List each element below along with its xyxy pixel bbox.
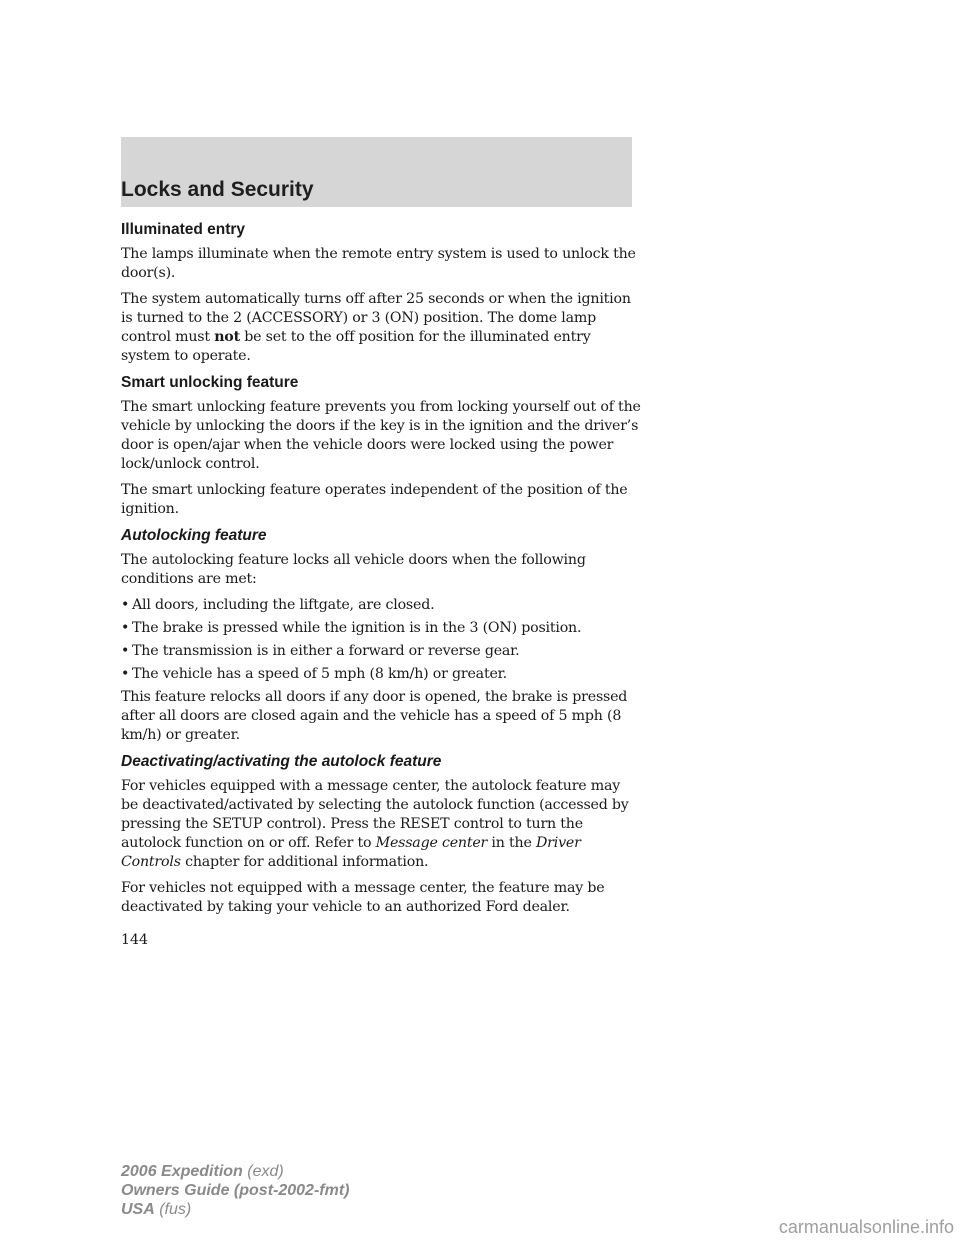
heading-smart-unlocking: Smart unlocking feature	[121, 374, 299, 391]
paragraph-autolock-intro: The autolocking feature locks all vehicle doors when the following conditions are met:	[121, 552, 586, 587]
footer-line-3	[121, 1200, 349, 1219]
paragraph-autolock-relock: This feature relocks all doors if any door is opened, the brake is pressed after all doors are closed again and the vehicle has a speed of 5 mph (8 km/h) or greater.	[121, 689, 628, 743]
paragraph-illuminated-1: The lamps illuminate when the remote entry system is used to unlock the door(s).	[121, 246, 636, 281]
text-span: The system automatically turns off after 25 seconds or when the ignition is turned to the 2 (ACCESSORY) or 3 (ON) position. The dome lamp control must	[121, 291, 631, 345]
heading-deactivating-autolock: Deactivating/activating the autolock feature	[121, 753, 442, 770]
page-number: 144	[121, 932, 149, 948]
paragraph-smart-2: The smart unlocking feature operates independent of the position of the ignition.	[121, 482, 628, 517]
bullet-icon: •	[121, 643, 130, 659]
bullet-icon: •	[121, 597, 130, 613]
page-body	[121, 220, 641, 924]
emphasis-not: not	[214, 329, 240, 345]
text-span: chapter for additional information.	[180, 854, 429, 870]
heading-autolocking: Autolocking feature	[121, 527, 267, 544]
list-item	[121, 642, 641, 661]
text-span: be set to the off position for the illuminated entry system to operate.	[121, 329, 591, 364]
footer-model: 2006 Expedition	[121, 1163, 243, 1180]
paragraph-smart-1: The smart unlocking feature prevents you from locking yourself out of the vehicle by unlocking the doors if the key is in the ignition and the driver’s door is open/ajar when the vehicle doors were locked using the power lock/unlock control.	[121, 399, 641, 472]
reference-message-center: Message center	[375, 835, 488, 851]
text-span: in the	[487, 835, 536, 851]
footer-model-code: (exd)	[242, 1163, 284, 1180]
list-item	[121, 619, 641, 638]
list-item-text: The transmission is in either a forward or reverse gear.	[132, 643, 520, 659]
list-item-text: The brake is pressed while the ignition is in the 3 (ON) position.	[132, 620, 582, 636]
text-span: For vehicles equipped with a message center, the autolock feature may be deactivated/activated by selecting the autolock function (accessed by pressing the SETUP control). Press the RESET control to turn the autolock function on or off. Refer to	[121, 778, 629, 851]
bullet-icon: •	[121, 620, 130, 636]
footer-line-2	[121, 1181, 349, 1200]
paragraph-deactivate-2: For vehicles not equipped with a message center, the feature may be deactivated by taking your vehicle to an authorized Ford dealer.	[121, 880, 605, 915]
footer-line-1	[121, 1162, 349, 1181]
footer-guide: Owners Guide (post-2002-fmt)	[121, 1182, 350, 1199]
watermark: carmanualsonline.info	[778, 1217, 954, 1237]
footer-market-code: (fus)	[154, 1201, 192, 1218]
list-item-text: The vehicle has a speed of 5 mph (8 km/h) or greater.	[132, 666, 507, 682]
heading-illuminated-entry: Illuminated entry	[121, 221, 246, 238]
document-footer	[121, 1162, 349, 1219]
list-item	[121, 665, 641, 684]
bullet-icon: •	[121, 666, 130, 682]
list-item	[121, 596, 641, 615]
paragraph-deactivate-1	[121, 777, 641, 872]
paragraph-illuminated-2	[121, 290, 641, 366]
reference-driver-controls: Driver Controls	[121, 835, 581, 870]
footer-market: USA	[121, 1201, 155, 1218]
section-title: Locks and Security	[121, 178, 314, 201]
list-item-text: All doors, including the liftgate, are closed.	[132, 597, 435, 613]
